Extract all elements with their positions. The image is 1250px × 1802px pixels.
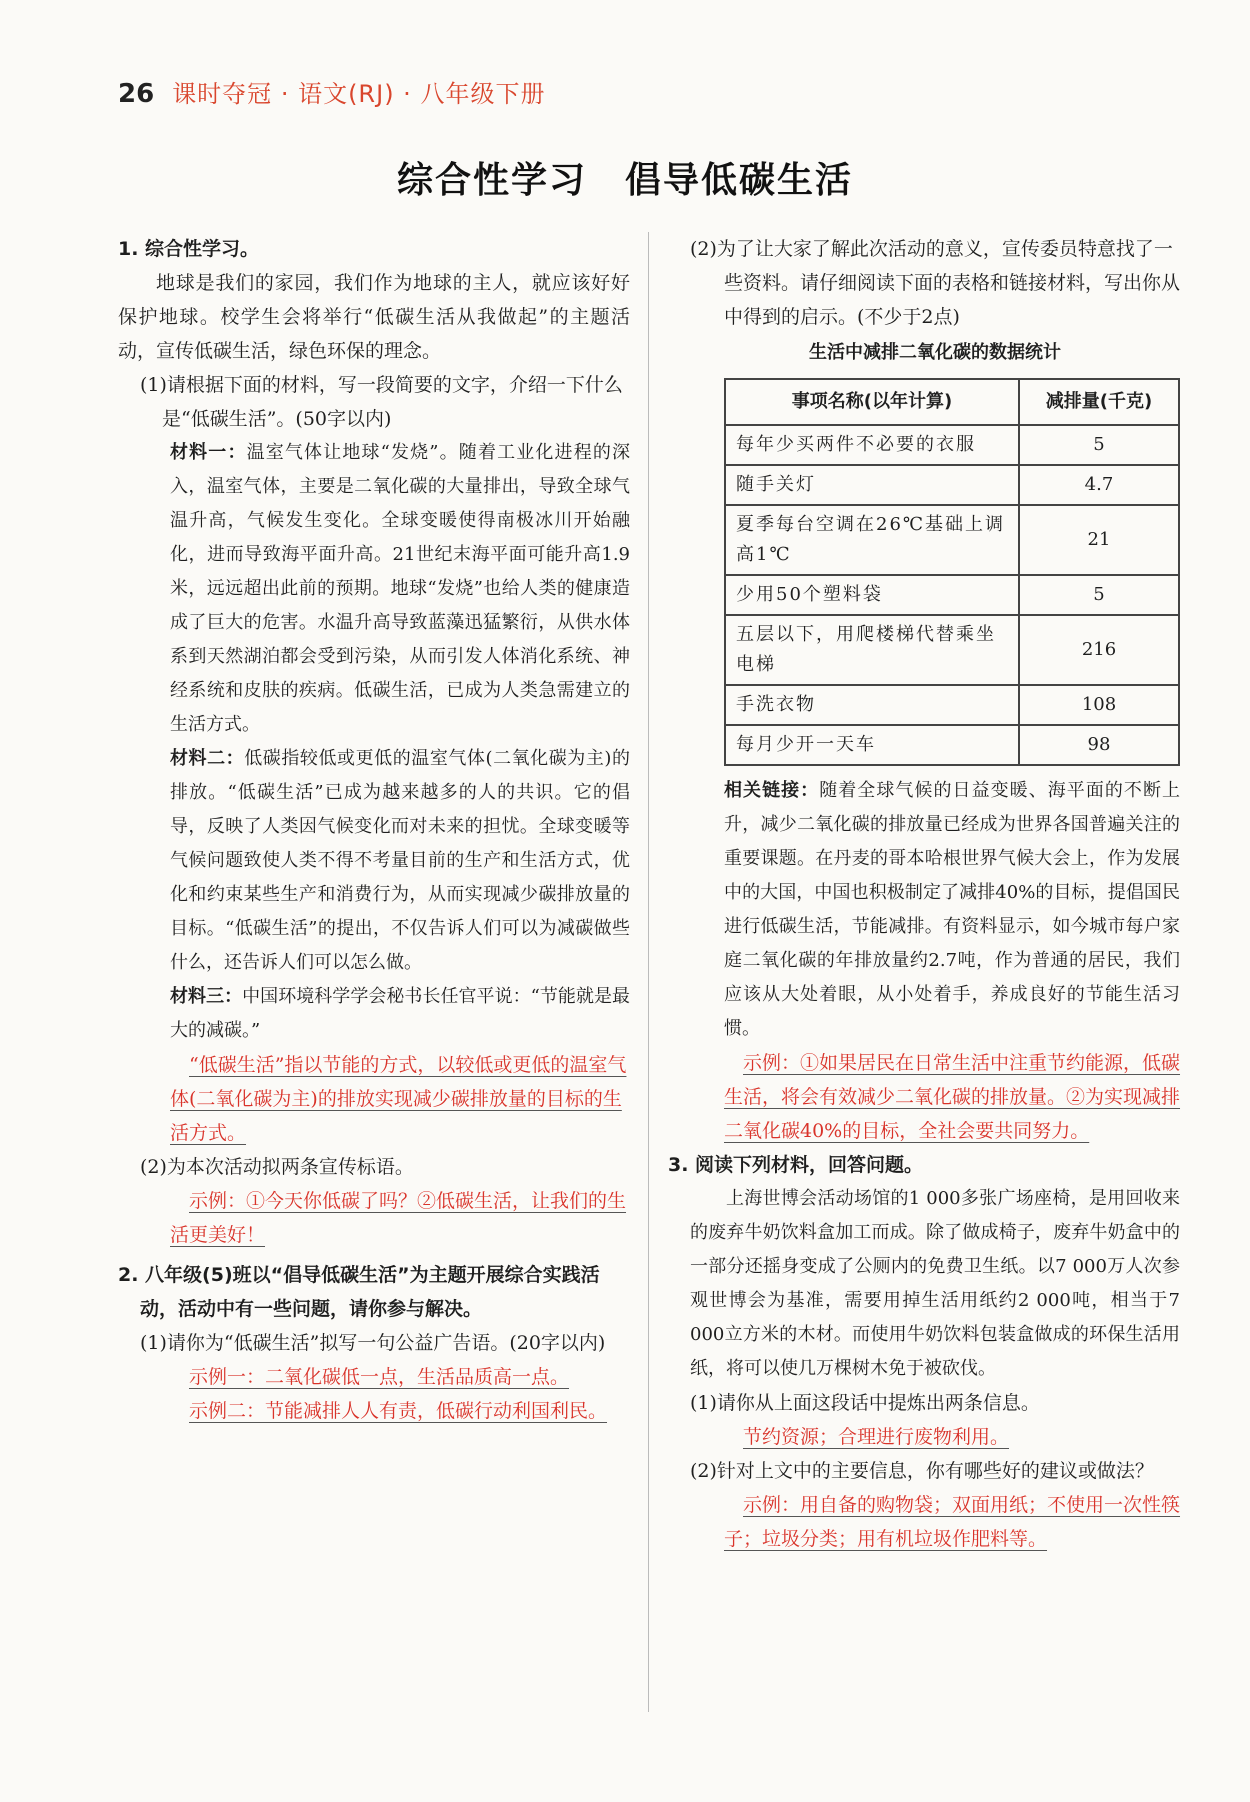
material-2-text: 低碳指较低或更低的温室气体(二氧化碳为主)的排放。“低碳生活”已成为越来越多的人的共识。它的倡导，反映了人类因气候变化而对未来的担忧。全球变暖等气候问题致使人类不得不考量目前的生产和生活方式，优化和约束某些生产和消费行为，从而实现减少碳排放量的目标。“低碳生活”的提出，不仅告诉人们可以为减碳做些什么，还告诉人们可以怎么做。: [170, 748, 630, 973]
table-cell-item: 每年少买两件不必要的衣服: [725, 425, 1019, 465]
question-3-sub1: (1)请你从上面这段话中提炼出两条信息。: [690, 1392, 1040, 1414]
page-header: [118, 74, 545, 109]
question-3-text: 上海世博会活动场馆的1 000多张广场座椅，是用回收来的废弃牛奶饮料盒加工而成。除了做成椅子，废弃牛奶盒中的一部分还摇身变成了公厕内的免费卫生纸。以7 000万人次参观世博会为基准，需要用掉生活用纸约2 000吨，相当于7 000立方米的木材。而使用牛奶饮料包装盒做成的环保生活用纸，将可以使几万棵树木免于被砍伐。: [690, 1188, 1180, 1379]
answer-1-1: “低碳生活”指以节能的方式，以较低或更低的温室气体(二氧化碳为主)的排放实现减少碳排放量的目标的生活方式。: [170, 1054, 627, 1144]
related-link-label: 相关链接：: [724, 780, 820, 801]
question-1-sub1: (1)请根据下面的材料，写一段简要的文字，介绍一下什么是“低碳生活”。(50字以内): [140, 374, 623, 430]
question-2-sub2: (2)为了让大家了解此次活动的意义，宣传委员特意找了一些资料。请仔细阅读下面的表格和链接材料，写出你从中得到的启示。(不少于2点): [690, 238, 1181, 328]
table-cell-value: 108: [1019, 685, 1179, 725]
table-cell-item: 少用50个塑料袋: [725, 575, 1019, 615]
table-row: [725, 615, 1179, 685]
answer-3-2: 示例：用自备的购物袋；双面用纸；不使用一次性筷子；垃圾分类；用有机垃圾作肥料等。: [724, 1494, 1181, 1550]
material-3-label: 材料三：: [170, 986, 243, 1007]
table-header-item: 事项名称(以年计算): [725, 379, 1019, 425]
question-1-sub2: (2)为本次活动拟两条宣传标语。: [140, 1156, 414, 1178]
table-cell-item: 五层以下，用爬楼梯代替乘坐电梯: [725, 615, 1019, 685]
material-2-label: 材料二：: [170, 748, 245, 769]
table-cell-value: 21: [1019, 505, 1179, 575]
table-cell-value: 5: [1019, 575, 1179, 615]
table-row: [725, 465, 1179, 505]
table-cell-value: 98: [1019, 725, 1179, 765]
column-divider: [648, 232, 649, 1712]
table-cell-item: 夏季每台空调在26℃基础上调高1℃: [725, 505, 1019, 575]
page-number: 26: [118, 79, 155, 109]
table-row: [725, 575, 1179, 615]
emission-table: [724, 378, 1180, 766]
table-cell-item: 随手关灯: [725, 465, 1019, 505]
answer-1-2: 示例：①今天你低碳了吗？②低碳生活，让我们的生活更美好！: [170, 1190, 627, 1246]
table-cell-value: 4.7: [1019, 465, 1179, 505]
material-1-text: 温室气体让地球“发烧”。随着工业化进程的深入，温室气体，主要是二氧化碳的大量排出，导致全球气温升高，气候发生变化。全球变暖使得南极冰川开始融化，进而导致海平面升高。21世纪末海平面可能升高1.9米，远远超出此前的预期。地球“发烧”也给人类的健康造成了巨大的危害。水温升高导致蓝藻迅猛繁衍，从供水体系到天然湖泊都会受到污染，从而引发人体消化系统、神经系统和皮肤的疾病。低碳生活，已成为人类急需建立的生活方式。: [170, 442, 631, 735]
material-3: [170, 980, 630, 1048]
table-row: [725, 685, 1179, 725]
table-title: 生活中减排二氧化碳的数据统计: [809, 342, 1061, 363]
related-link-text: 随着全球气候的日益变暖、海平面的不断上升，减少二氧化碳的排放量已经成为世界各国普遍关注的重要课题。在丹麦的哥本哈根世界气候大会上，作为发展中的大国，中国也积极制定了减排40%的目标，提倡国民进行低碳生活，节能减排。有资料显示，如今城市每户家庭二氧化碳的年排放量约2.7吨，作为普通的居民，我们应该从大处着眼，从小处着手，养成良好的节能生活习惯。: [724, 780, 1180, 1039]
table-row: [725, 725, 1179, 765]
table-header-row: [725, 379, 1179, 425]
table-row: [725, 505, 1179, 575]
table-cell-item: 手洗衣物: [725, 685, 1019, 725]
table-cell-value: 216: [1019, 615, 1179, 685]
question-3-sub2: (2)针对上文中的主要信息，你有哪些好的建议或做法？: [690, 1460, 1154, 1482]
answer-2-2: 示例：①如果居民在日常生活中注重节约能源，低碳生活，将会有效减少二氧化碳的排放量。②为实现减排二氧化碳40%的目标，全社会要共同努力。: [724, 1052, 1181, 1142]
question-1-intro: 地球是我们的家园，我们作为地球的主人，就应该好好保护地球。校学生会将举行“低碳生活从我做起”的主题活动，宣传低碳生活，绿色环保的理念。: [118, 272, 630, 362]
material-3-text: 中国环境科学学会秘书长任官平说：“节能就是最大的减碳。”: [170, 986, 631, 1041]
left-column: [118, 232, 630, 1428]
table-cell-item: 每月少开一天车: [725, 725, 1019, 765]
question-2-sub1: (1)请你为“低碳生活”拟写一句公益广告语。(20字以内): [140, 1332, 606, 1354]
table-header-value: 减排量(千克): [1019, 379, 1179, 425]
material-1: [170, 436, 630, 742]
table-row: [725, 425, 1179, 465]
answer-2-1b: 示例二：节能减排人人有责，低碳行动利国利民。: [189, 1400, 608, 1422]
material-2: [170, 742, 630, 980]
material-1-label: 材料一：: [170, 442, 247, 463]
question-2-heading: 2. 八年级(5)班以“倡导低碳生活”为主题开展综合实践活动，活动中有一些问题，请你参与解决。: [118, 1264, 600, 1320]
related-link: [724, 774, 1180, 1046]
answer-3-1: 节约资源；合理进行废物利用。: [743, 1426, 1010, 1448]
book-title: 课时夺冠 · 语文(RJ) · 八年级下册: [172, 80, 546, 108]
question-3-heading: 3. 阅读下列材料，回答问题。: [668, 1154, 924, 1176]
table-cell-value: 5: [1019, 425, 1179, 465]
right-column: [668, 232, 1181, 1556]
question-1-heading: 1. 综合性学习。: [118, 238, 260, 260]
page-title: 综合性学习 倡导低碳生活: [396, 160, 853, 201]
answer-2-1a: 示例一：二氧化碳低一点，生活品质高一点。: [189, 1366, 570, 1388]
